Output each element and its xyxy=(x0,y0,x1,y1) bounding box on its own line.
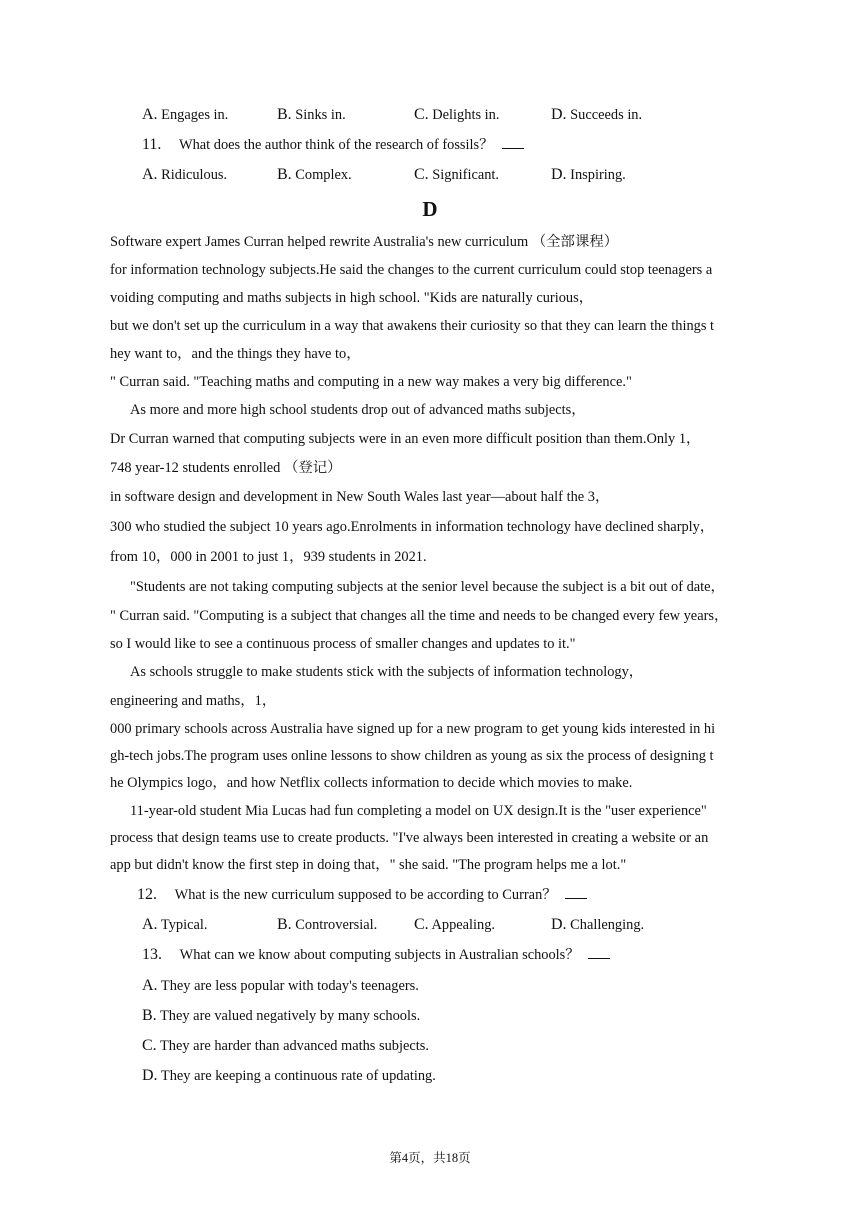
passage-line: for information technology subjects.He said the changes to the current curriculum could stop teenagers a xyxy=(110,262,713,278)
passage-line: hey want to，and the things they have to， xyxy=(110,346,361,362)
passage-line: so I would like to see a continuous process of smaller changes and updates to it." xyxy=(110,636,576,652)
passage-line: Dr Curran warned that computing subjects were in an even more difficult position than them.Only 1， xyxy=(110,431,701,447)
passage-line: As schools struggle to make students stick with the subjects of information technology， xyxy=(130,664,644,680)
option-c: C. They are harder than advanced maths subjects. xyxy=(142,1037,429,1054)
passage-line: voiding computing and maths subjects in high school. "Kids are naturally curious， xyxy=(110,290,594,306)
option-a: A. Engages in. xyxy=(142,106,229,123)
option-b: B. Sinks in. xyxy=(277,106,346,123)
option-d: D. They are keeping a continuous rate of updating. xyxy=(142,1067,436,1084)
question-13 xyxy=(142,945,610,965)
passage-line: 300 who studied the subject 10 years ago.Enrolments in information technology have declined sharply， xyxy=(110,519,715,535)
passage-line: but we don't set up the curriculum in a way that awakens their curiosity so that they can learn the things t xyxy=(110,318,715,334)
passage-line: gh-tech jobs.The program uses online lessons to show children as young as six the process of designing t xyxy=(110,748,714,764)
passage-line: 11-year-old student Mia Lucas had fun completing a model on UX design.It is the "user experience" xyxy=(130,803,707,819)
question-text: What is the new curriculum supposed to be according to Curran？ xyxy=(174,887,557,903)
option-b: B. They are valued negatively by many schools. xyxy=(142,1007,421,1024)
passage-line: engineering and maths，1， xyxy=(110,693,277,709)
option-a: A. Typical. xyxy=(142,916,208,933)
option-c: C. Delights in. xyxy=(414,106,500,123)
section-heading: D xyxy=(422,197,438,221)
page-footer: 第4页，共18页 xyxy=(389,1151,471,1165)
passage-line: As more and more high school students drop out of advanced maths subjects， xyxy=(130,402,586,418)
passage-line: " Curran said. "Computing is a subject that changes all the time and needs to be changed every few years， xyxy=(110,608,729,624)
question-number: 11. xyxy=(142,136,162,153)
question-text: What can we know about computing subjects in Australian schools？ xyxy=(179,947,580,963)
answer-blank xyxy=(588,946,610,959)
option-a: A. They are less popular with today's teenagers. xyxy=(142,977,419,994)
answer-blank xyxy=(565,886,587,899)
option-b: B. Complex. xyxy=(277,166,352,183)
option-b: B. Controversial. xyxy=(277,916,378,933)
question-text: What does the author think of the research of fossils？ xyxy=(179,137,494,153)
option-d: D. Inspiring. xyxy=(551,166,626,183)
passage-line: app but didn't know the first step in doing that，" she said. "The program helps me a lot." xyxy=(110,857,627,873)
passage-line: 748 year-12 students enrolled （登记） xyxy=(110,460,342,476)
option-a: A. Ridiculous. xyxy=(142,166,228,183)
passage-line: "Students are not taking computing subjects at the senior level because the subject is a bit out of date， xyxy=(130,579,725,595)
passage-line: 000 primary schools across Australia have signed up for a new program to get young kids interested in hi xyxy=(110,721,716,737)
option-d: D. Succeeds in. xyxy=(551,106,643,123)
option-c: C. Significant. xyxy=(414,166,500,183)
answer-blank xyxy=(502,136,524,149)
passage-line: from 10，000 in 2001 to just 1，939 students in 2021. xyxy=(110,549,427,565)
option-d: D. Challenging. xyxy=(551,916,645,933)
question-number: 12. xyxy=(137,886,157,903)
question-number: 13. xyxy=(142,946,162,963)
passage-line: Software expert James Curran helped rewrite Australia's new curriculum （全部课程） xyxy=(110,234,619,250)
question-12 xyxy=(137,885,587,905)
question-11 xyxy=(142,135,524,155)
passage-line: " Curran said. "Teaching maths and computing in a new way makes a very big difference." xyxy=(110,374,632,390)
option-c: C. Appealing. xyxy=(414,916,496,933)
passage-line: process that design teams use to create products. "I've always been interested in creating a website or an xyxy=(110,830,709,846)
passage-line: in software design and development in New South Wales last year—about half the 3， xyxy=(110,489,610,505)
passage-line: he Olympics logo，and how Netflix collects information to decide which movies to make. xyxy=(110,775,633,791)
